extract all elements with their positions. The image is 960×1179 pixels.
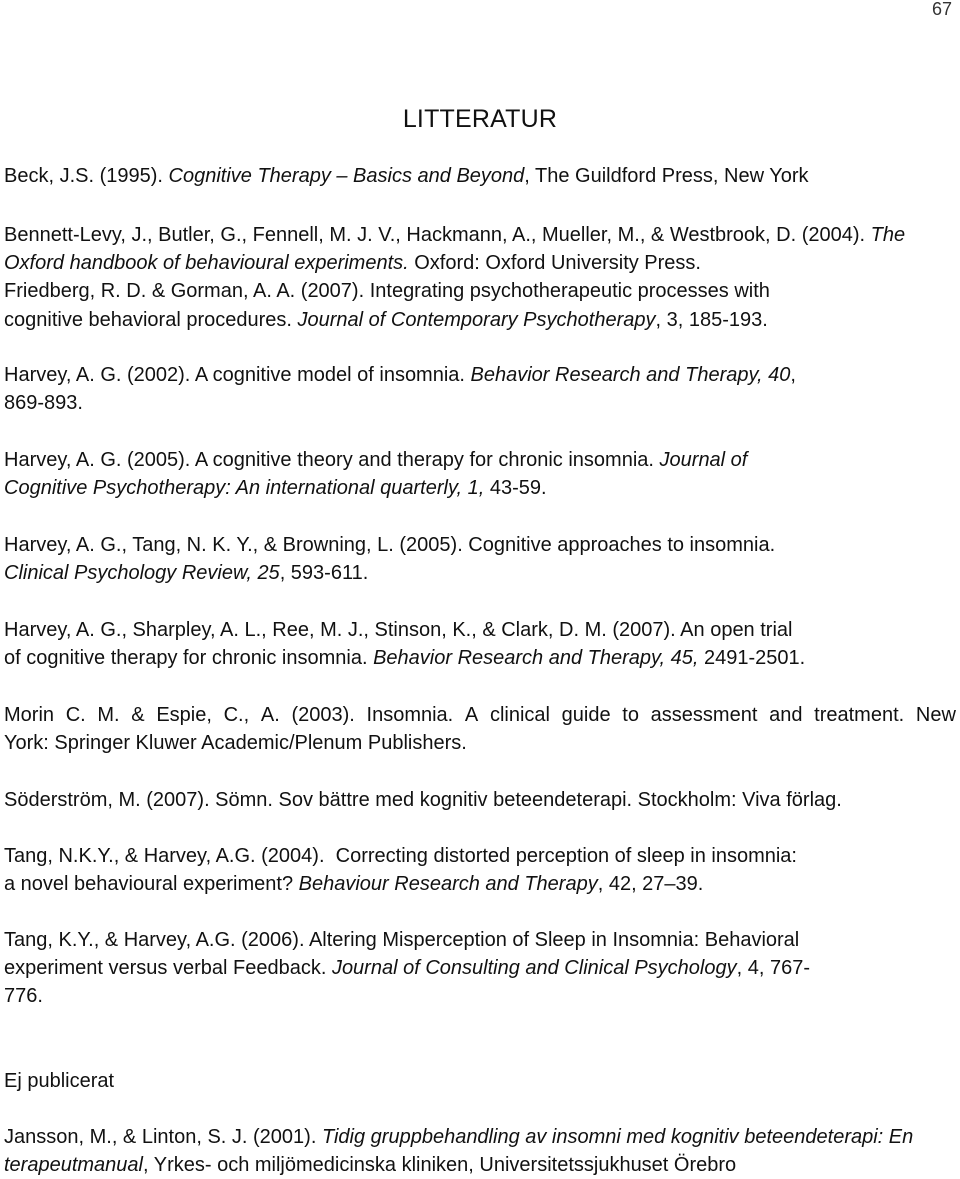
reference-harvey-2005b: [4, 531, 956, 587]
reference-line: Harvey, A. G., Tang, N. K. Y., & Browning, L. (2005). Cognitive approaches to insomnia.: [4, 534, 776, 556]
reference-line: 869-893.: [4, 392, 83, 415]
reference-line: cognitive behavioral procedures. Journal of Contemporary Psychotherapy, 3, 185-193.: [4, 308, 768, 331]
reference-line: a novel behavioural experiment? Behaviour Research and Therapy, 42, 27–39.: [4, 873, 704, 896]
reference-journal: Behavior Research and Therapy, 45,: [373, 647, 699, 670]
reference-tang-2004: [4, 842, 956, 898]
reference-title: Cognitive Therapy – Basics and Beyond: [168, 165, 525, 187]
reference-line: Cognitive Psychotherapy: An international quarterly, 1, 43-59.: [4, 477, 547, 500]
page-title: LITTERATUR: [402, 105, 558, 133]
reference-line: Beck, J.S. (1995). Cognitive Therapy – Basics and Beyond, The Guildford Press, New York: [4, 165, 809, 187]
reference-line: 776.: [4, 985, 43, 1008]
reference-journal: Behaviour Research and Therapy: [298, 873, 598, 896]
reference-journal: Cognitive Psychotherapy: An international quarterly, 1,: [4, 477, 485, 500]
reference-line: Harvey, A. G. (2005). A cognitive theory and therapy for chronic insomnia. Journal of: [4, 449, 748, 471]
reference-journal: Behavior Research and Therapy, 40: [470, 364, 791, 386]
reference-line: Oxford handbook of behavioural experiments. Oxford: Oxford University Press.: [4, 252, 701, 275]
reference-harvey-2002: [4, 361, 956, 417]
reference-journal: Clinical Psychology Review, 25: [4, 562, 280, 585]
reference-line: of cognitive therapy for chronic insomnia. Behavior Research and Therapy, 45, 2491-2501.: [4, 647, 806, 670]
reference-title: Oxford handbook of behavioural experiments.: [4, 252, 409, 275]
reference-jansson-2001: [4, 1123, 956, 1179]
reference-beck-1995: [4, 162, 956, 190]
reference-line: experiment versus verbal Feedback. Journal of Consulting and Clinical Psychology, 4, 767-: [4, 957, 810, 980]
reference-harvey-2007: [4, 616, 956, 672]
page-number: 67: [931, 0, 952, 19]
reference-line: Bennett-Levy, J., Butler, G., Fennell, M. J. V., Hackmann, A., Mueller, M., & Westbrook, D. (2004). The: [4, 224, 906, 246]
reference-title: Tidig gruppbehandling av insomni med kognitiv beteendeterapi: En: [321, 1126, 914, 1148]
reference-journal: Journal of: [659, 449, 748, 471]
reference-friedberg-2007: Friedberg, R. D. & Gorman, A. A. (2007). Integrating psychotherapeutic processes with: [4, 280, 770, 303]
reference-line: Jansson, M., & Linton, S. J. (2001). Tidig gruppbehandling av insomni med kognitiv beteendeterapi: En: [4, 1126, 914, 1148]
reference-line-justified: Morin C. M. & Espie, C., A. (2003). Insomnia. A clinical guide to assessment and treatment. New: [4, 704, 956, 726]
reference-line: terapeutmanual, Yrkes- och miljömedicinska kliniken, Universitetssjukhuset Örebro: [4, 1154, 737, 1177]
reference-soderstrom-2007: [4, 786, 956, 814]
reference-line: Harvey, A. G. (2002). A cognitive model of insomnia. Behavior Research and Therapy, 40,: [4, 364, 796, 386]
reference-title: terapeutmanual: [4, 1154, 143, 1177]
reference-line: Tang, K.Y., & Harvey, A.G. (2006). Altering Misperception of Sleep in Insomnia: Behavioral: [4, 929, 800, 951]
reference-line: York: Springer Kluwer Academic/Plenum Publishers.: [4, 732, 467, 755]
reference-bennett-levy-2004: [4, 221, 956, 334]
reference-line: Harvey, A. G., Sharpley, A. L., Ree, M. J., Stinson, K., & Clark, D. M. (2007). An open trial: [4, 619, 793, 641]
reference-line: Clinical Psychology Review, 25, 593-611.: [4, 562, 369, 585]
reference-line: Tang, N.K.Y., & Harvey, A.G. (2004). Correcting distorted perception of sleep in insomnia:: [4, 845, 797, 867]
reference-line: Söderström, M. (2007). Sömn. Sov bättre med kognitiv beteendeterapi. Stockholm: Viva förlag.: [4, 789, 842, 811]
reference-journal: Journal of Consulting and Clinical Psychology: [331, 957, 737, 980]
reference-journal: Journal of Contemporary Psychotherapy: [297, 308, 656, 331]
section-heading-unpublished: Ej publicerat: [4, 1070, 115, 1092]
reference-harvey-2005a: [4, 446, 956, 502]
reference-title: The: [870, 224, 906, 246]
reference-tang-2006: [4, 926, 956, 1011]
reference-morin-2003: [4, 701, 956, 757]
